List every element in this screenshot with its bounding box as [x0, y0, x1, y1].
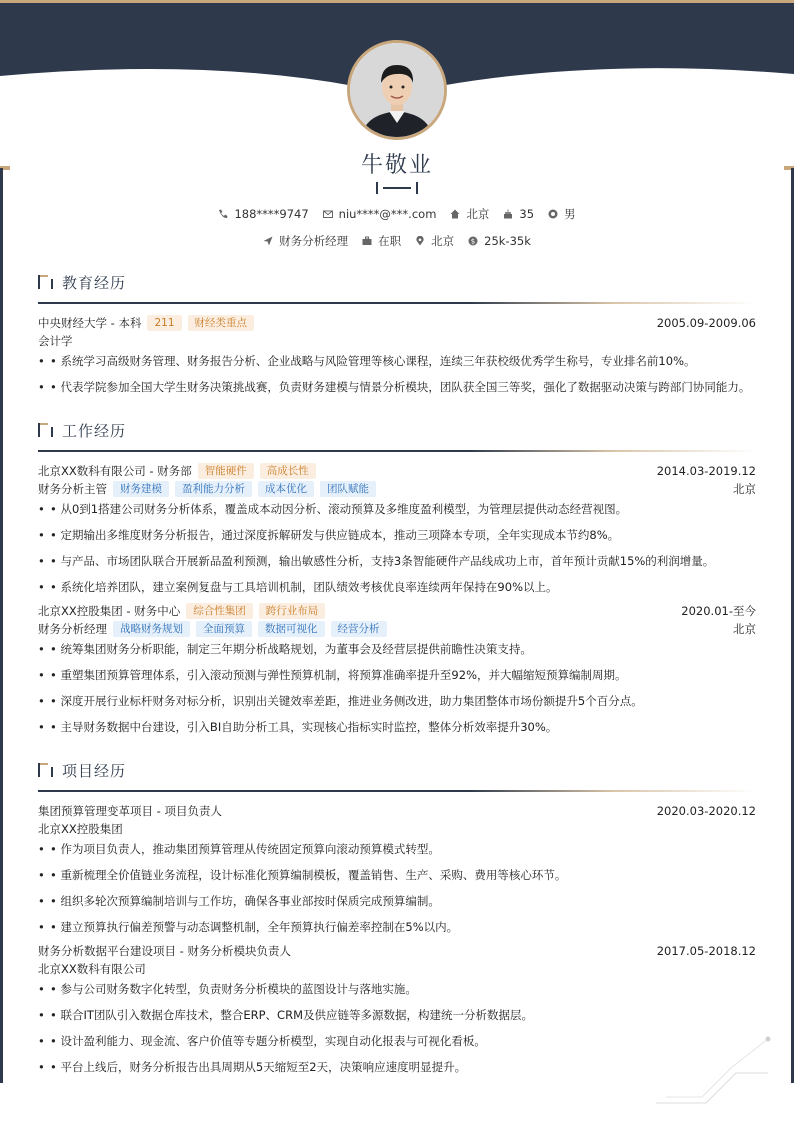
- contact-phone: [218, 207, 308, 221]
- school-name: 中央财经大学 - 本科: [38, 316, 142, 330]
- name-divider: [374, 182, 420, 194]
- list-item: • • 统筹集团财务分析职能，制定三年期分析战略规划，为董事会及经营层提供前瞻性决策支持。: [38, 642, 532, 656]
- city: 北京: [466, 207, 490, 221]
- list-item: • • 联合IT团队引入数据仓库技术，整合ERP、CRM及供应链等多源数据，构建统一分析数据层。: [38, 1008, 533, 1022]
- project-date: 2020.03-2020.12: [656, 804, 756, 818]
- project-org: 北京XX数科有限公司: [38, 962, 146, 976]
- company-tag: 智能硬件: [198, 463, 254, 479]
- intent-status: [362, 233, 401, 249]
- company-tag: 高成长性: [260, 463, 316, 479]
- skill-tag: 战略财务规划: [113, 621, 190, 637]
- work-section: [38, 416, 756, 738]
- education-date: 2005.09-2009.06: [656, 316, 756, 330]
- section-title: 教育经历: [62, 273, 127, 292]
- gender-icon: [548, 209, 558, 219]
- target-position: 财务分析经理: [279, 234, 349, 248]
- list-item: • • 平台上线后，财务分析报告出具周期从5天缩短至2天，决策响应速度明显提升。: [38, 1060, 467, 1074]
- skill-tag: 成本优化: [258, 481, 314, 497]
- expected-salary: 25k-35k: [484, 234, 531, 248]
- company-name: 北京XX数科有限公司 - 财务部: [38, 464, 192, 478]
- list-item: • • 与产品、市场团队联合开展新品盈利预测，输出敏感性分析，支持3条智能硬件产品线成功上市，首年预计贡献15%的利润增量。: [38, 554, 715, 568]
- project-org: 北京XX控股集团: [38, 822, 123, 836]
- section-bracket-icon: [38, 763, 54, 777]
- section-title: 项目经历: [62, 761, 127, 780]
- contact-city: [450, 206, 489, 222]
- job-title: 财务分析主管: [38, 482, 107, 496]
- company-tag: 跨行业布局: [259, 603, 326, 619]
- list-item: • • 系统学习高级财务管理、财务报告分析、企业战略与风险管理等核心课程，连续三年获校级优秀学生称号，专业排名前10%。: [38, 354, 696, 368]
- skill-tag: 团队赋能: [320, 481, 376, 497]
- list-item: • • 建立预算执行偏差预警与动态调整机制，全年预算执行偏差率控制在5%以内。: [38, 920, 459, 934]
- work-city: 北京: [733, 482, 756, 496]
- list-item: • • 从0到1搭建公司财务分析体系，覆盖成本动因分析、滚动预算及多维度盈利模型，为管理层提供动态经营视图。: [38, 502, 628, 516]
- left-border: [0, 168, 3, 1083]
- location-icon: [415, 236, 425, 246]
- projects-section: [38, 756, 756, 1078]
- contact-gender: [548, 206, 576, 222]
- project-date: 2017.05-2018.12: [656, 944, 756, 958]
- email-address: niu****@***.com: [338, 207, 437, 221]
- education-section: [38, 268, 756, 398]
- gender: 男: [564, 207, 576, 221]
- skill-tag: 经营分析: [331, 621, 387, 637]
- contact-age: [503, 207, 534, 221]
- section-title: 工作经历: [62, 421, 127, 440]
- project-name: 集团预算管理变革项目 - 项目负责人: [38, 804, 222, 818]
- intent-salary: [468, 234, 531, 248]
- phone-icon: [218, 209, 228, 219]
- list-item: • • 主导财务数据中台建设，引入BI自助分析工具，实现核心指标实时监控，整体分析效率提升30%。: [38, 720, 558, 734]
- job-status: 在职: [378, 234, 402, 248]
- corner-decoration: [656, 1025, 776, 1105]
- target-city: 北京: [431, 234, 455, 248]
- major: 会计学: [38, 334, 73, 348]
- candidate-name: 牛敬业: [360, 153, 433, 178]
- company-tag: 综合性集团: [186, 603, 253, 619]
- avatar: [347, 40, 447, 140]
- list-item: • • 重塑集团预算管理体系，引入滚动预测与弹性预算机制，将预算准确率提升至92%，并大幅缩短预算编制周期。: [38, 668, 627, 682]
- home-icon: [450, 209, 460, 219]
- school-tag: 财经类重点: [188, 315, 255, 331]
- work-date: 2014.03-2019.12: [656, 464, 756, 478]
- briefcase-icon: [362, 236, 372, 246]
- list-item: • • 作为项目负责人，推动集团预算管理从传统固定预算向滚动预算模式转型。: [38, 842, 440, 856]
- section-bracket-icon: [38, 423, 54, 437]
- send-icon: [263, 236, 273, 246]
- list-item: • • 重新梳理全价值链业务流程，设计标准化预算编制模板，覆盖销售、生产、采购、费用等核心环节。: [38, 868, 567, 882]
- intent-city: [415, 233, 454, 249]
- mail-icon: [323, 209, 333, 219]
- age: 35: [519, 207, 535, 221]
- money-icon: [468, 236, 478, 246]
- work-city: 北京: [733, 622, 756, 636]
- contact-email: [323, 207, 437, 221]
- svg-text:$: $: [470, 237, 476, 246]
- list-item: • • 定期输出多维度财务分析报告，通过深度拆解研发与供应链成本，推动三项降本专项，全年实现成本节约8%。: [38, 528, 620, 542]
- section-bracket-icon: [38, 275, 54, 289]
- job-title: 财务分析经理: [38, 622, 107, 636]
- resume-body: [38, 268, 756, 1096]
- school-tag: 211: [147, 315, 181, 331]
- intent-row: [0, 233, 794, 249]
- section-divider: [38, 790, 756, 792]
- list-item: • • 设计盈利能力、现金流、客户价值等专题分析模型，实现自动化报表与可视化看板。: [38, 1034, 486, 1048]
- cake-icon: [503, 209, 513, 219]
- contact-row: [0, 206, 794, 222]
- skill-tag: 财务建模: [113, 481, 169, 497]
- list-item: • • 系统化培养团队，建立案例复盘与工具培训机制，团队绩效考核优良率连续两年保持在90%以上。: [38, 580, 558, 594]
- skill-tag: 全面预算: [196, 621, 252, 637]
- intent-position: [263, 233, 348, 249]
- list-item: • • 组织多轮次预算编制培训与工作坊，确保各事业部按时保质完成预算编制。: [38, 894, 440, 908]
- phone-number: 188****9747: [234, 207, 309, 221]
- skill-tag: 盈利能力分析: [175, 481, 252, 497]
- section-divider: [38, 450, 756, 452]
- list-item: • • 参与公司财务数字化转型，负责财务分析模块的蓝图设计与落地实施。: [38, 982, 417, 996]
- project-name: 财务分析数据平台建设项目 - 财务分析模块负责人: [38, 944, 291, 958]
- work-date: 2020.01-至今: [681, 604, 756, 618]
- section-divider: [38, 302, 756, 304]
- company-name: 北京XX控股集团 - 财务中心: [38, 604, 181, 618]
- list-item: • • 代表学院参加全国大学生财务决策挑战赛，负责财务建模与情景分析模块，团队获全国三等奖，强化了数据驱动决策与跨部门协同能力。: [38, 380, 751, 394]
- list-item: • • 深度开展行业标杆财务对标分析，识别出关键效率差距，推进业务侧改进，助力集团整体市场份额提升5个百分点。: [38, 694, 643, 708]
- skill-tag: 数据可视化: [258, 621, 325, 637]
